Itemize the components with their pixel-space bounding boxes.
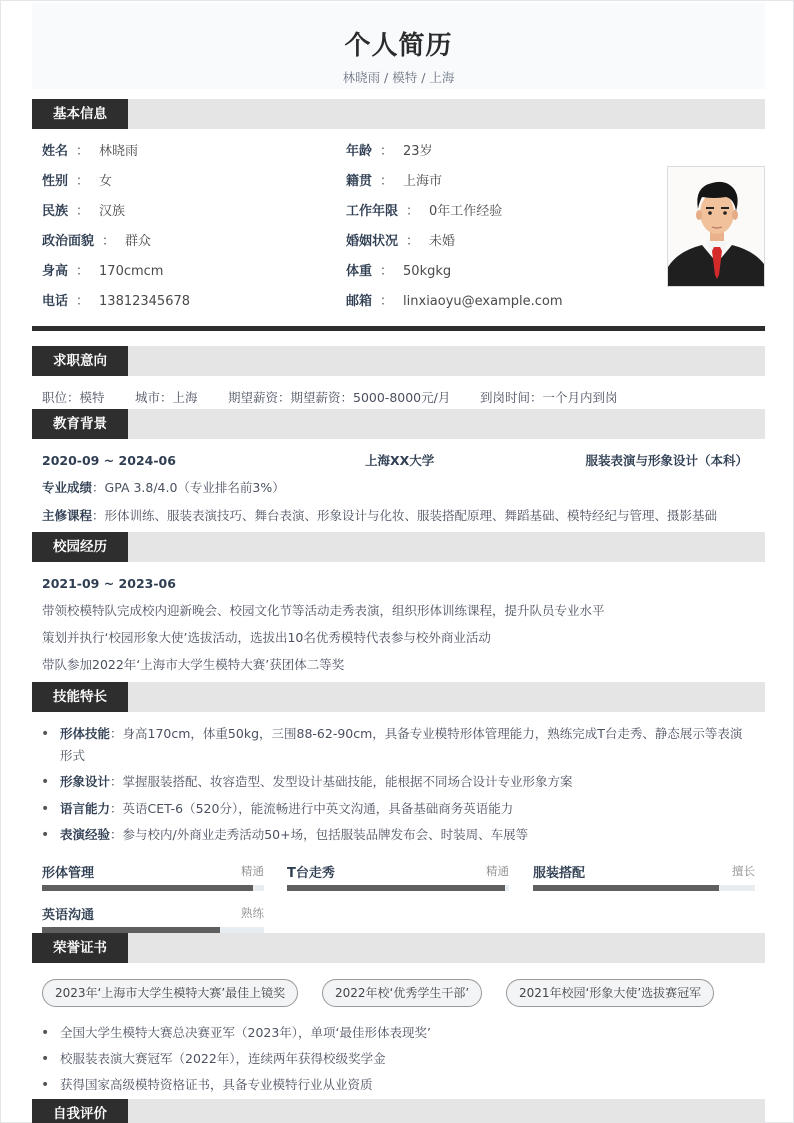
info-work-years xyxy=(346,203,502,221)
page-title: 个人简历 xyxy=(344,31,453,61)
info-colon: ： xyxy=(380,144,394,159)
section-job-intent xyxy=(32,346,765,376)
info-value: 林晓雨 xyxy=(99,144,139,159)
education-courses xyxy=(42,507,717,525)
section-title: 荣誉证书 xyxy=(32,933,128,963)
info-colon: ： xyxy=(76,174,90,189)
progress-track xyxy=(287,885,509,891)
courses-label: 主修课程 xyxy=(42,508,93,523)
campus-item: 策划并执行‘校园形象大使’选拔活动，选拔出10名优秀模特代表参与校外商业活动 xyxy=(42,630,491,645)
info-colon: ： xyxy=(380,294,394,309)
info-label: 籍贯 xyxy=(346,174,373,189)
info-label: 工作年限 xyxy=(346,204,399,219)
skill-bar-english xyxy=(42,904,264,923)
honor-item: 全国大学生模特大赛总决赛亚军（2023年），单项‘最佳形体表现奖’ xyxy=(60,1025,432,1040)
skill-bar-styling xyxy=(533,862,755,881)
info-label: 年龄 xyxy=(346,144,373,159)
education-school: 上海XX大学 xyxy=(365,453,435,468)
skill-item xyxy=(60,826,528,844)
info-value: 女 xyxy=(99,174,113,189)
skill-item xyxy=(60,800,513,818)
skill-item xyxy=(60,725,742,743)
skill-bar-runway xyxy=(287,862,509,881)
honor-item: 获得国家高级模特资格证书，具备专业模特行业从业资质 xyxy=(60,1077,373,1092)
section-campus xyxy=(32,532,765,562)
info-age xyxy=(346,143,433,161)
honor-tag: 2023年‘上海市大学生模特大赛’最佳上镜奖 xyxy=(42,979,298,1007)
info-colon: ： xyxy=(76,264,90,279)
intent-arrival: 到岗时间：一个月内到岗 xyxy=(480,390,618,405)
section-self-evaluation xyxy=(32,1099,765,1123)
info-political xyxy=(42,233,151,251)
info-colon: ： xyxy=(76,144,90,159)
info-value: 未婚 xyxy=(429,234,456,249)
info-label: 政治面貌 xyxy=(42,234,95,249)
intent-position: 职位：模特 xyxy=(42,390,105,405)
section-title: 教育背景 xyxy=(32,409,128,439)
gpa-label: 专业成绩 xyxy=(42,480,93,495)
section-education xyxy=(32,409,765,439)
section-title: 求职意向 xyxy=(32,346,128,376)
section-title: 校园经历 xyxy=(32,532,128,562)
bullet-icon: • xyxy=(41,801,50,817)
section-divider xyxy=(32,326,765,331)
bullet-icon: • xyxy=(41,774,50,790)
section-title: 基本信息 xyxy=(32,99,128,129)
skill-label: 形象设计 xyxy=(60,774,111,789)
info-colon: ： xyxy=(380,264,394,279)
info-value: 群众 xyxy=(125,234,152,249)
avatar-photo xyxy=(667,166,765,287)
info-ethnicity xyxy=(42,203,125,221)
skill-bar-name: T台走秀 xyxy=(287,866,335,881)
info-value: 0年工作经验 xyxy=(429,204,503,219)
info-gender xyxy=(42,173,112,191)
skill-bar-body xyxy=(42,862,264,881)
bullet-icon: • xyxy=(41,726,50,742)
education-period: 2020-09 ~ 2024-06 xyxy=(42,453,176,468)
info-label: 性别 xyxy=(42,174,69,189)
info-marital xyxy=(346,233,455,251)
info-label: 身高 xyxy=(42,264,69,279)
info-value: 23岁 xyxy=(403,144,433,159)
intent-city: 城市：上海 xyxy=(135,390,198,405)
skill-text: ：参与校内/外商业走秀活动50+场，包括服装品牌发布会、时装周、车展等 xyxy=(110,827,529,842)
skill-text: ：身高170cm，体重50kg，三围88-62-90cm，具备专业模特形体管理能力，熟练完成T台走秀、静态展示等表演 xyxy=(110,726,743,741)
info-label: 电话 xyxy=(42,294,69,309)
info-value: 上海市 xyxy=(403,174,443,189)
skill-bar-level: 精通 xyxy=(241,864,264,878)
skill-label: 形体技能 xyxy=(60,726,111,741)
resume-header xyxy=(32,3,765,89)
bullet-icon: • xyxy=(41,827,50,843)
info-height xyxy=(42,263,163,281)
section-title: 技能特长 xyxy=(32,682,128,712)
skill-bar-level: 精通 xyxy=(486,864,509,878)
info-value[interactable]: linxiaoyu@example.com xyxy=(403,294,563,309)
skill-item xyxy=(60,773,573,791)
progress-fill xyxy=(42,885,253,891)
skill-label: 语言能力 xyxy=(60,801,111,816)
info-colon: ： xyxy=(406,204,420,219)
info-hometown xyxy=(346,173,442,191)
skill-label: 表演经验 xyxy=(60,827,111,842)
info-colon: ： xyxy=(102,234,116,249)
section-skills xyxy=(32,682,765,712)
gpa-value: ：GPA 3.8/4.0（专业排名前3%） xyxy=(92,480,285,495)
skill-bar-level: 熟练 xyxy=(241,906,264,920)
progress-fill xyxy=(533,885,719,891)
campus-period: 2021-09 ~ 2023-06 xyxy=(42,576,176,591)
intent-salary: 期望薪资：期望薪资：5000-8000元/月 xyxy=(228,390,451,405)
section-title: 自我评价 xyxy=(32,1099,128,1123)
portrait-icon xyxy=(668,167,765,287)
skill-text: ：掌握服装搭配、妆容造型、发型设计基础技能，能根据不同场合设计专业形象方案 xyxy=(110,774,573,789)
campus-item: 带领校模特队完成校内迎新晚会、校园文化节等活动走秀表演，组织形体训练课程，提升队员专业水平 xyxy=(42,603,605,618)
info-colon: ： xyxy=(406,234,420,249)
courses-value: ：形体训练、服装表演技巧、舞台表演、形象设计与化妆、服装搭配原理、舞蹈基础、模特经纪与管理、摄影基础 xyxy=(92,508,718,523)
info-colon: ： xyxy=(380,174,394,189)
bullet-icon: • xyxy=(41,1025,50,1041)
campus-item: 带队参加2022年‘上海市大学生模特大赛’获团体二等奖 xyxy=(42,657,345,672)
skill-text: ：英语CET-6（520分），能流畅进行中英文沟通，具备基础商务英语能力 xyxy=(110,801,514,816)
page-subtitle: 林晓雨 / 模特 / 上海 xyxy=(342,70,455,85)
education-gpa xyxy=(42,479,285,497)
honor-tag: 2021年校园‘形象大使’选拔赛冠军 xyxy=(506,979,714,1007)
section-honors xyxy=(32,933,765,963)
skill-bar-name: 服装搭配 xyxy=(533,866,586,881)
info-value: 170cmcm xyxy=(99,264,164,279)
bullet-icon: • xyxy=(41,1051,50,1067)
progress-fill xyxy=(287,885,505,891)
info-weight xyxy=(346,263,451,281)
info-phone xyxy=(42,293,190,311)
section-basic-info xyxy=(32,99,765,129)
info-colon: ： xyxy=(76,294,90,309)
info-value: 50kgkg xyxy=(403,264,452,279)
info-colon: ： xyxy=(76,204,90,219)
info-label: 民族 xyxy=(42,204,69,219)
skill-bar-name: 英语沟通 xyxy=(42,908,95,923)
info-value: 汉族 xyxy=(99,204,126,219)
info-email xyxy=(346,293,563,311)
info-label: 体重 xyxy=(346,264,373,279)
honor-tag: 2022年校‘优秀学生干部’ xyxy=(322,979,482,1007)
info-label: 邮箱 xyxy=(346,294,373,309)
skill-bar-name: 形体管理 xyxy=(42,866,95,881)
progress-track xyxy=(42,885,264,891)
progress-track xyxy=(533,885,755,891)
info-value[interactable]: 13812345678 xyxy=(99,294,191,309)
bullet-icon: • xyxy=(41,1077,50,1093)
skill-bar-level: 擅长 xyxy=(732,864,755,878)
info-label: 姓名 xyxy=(42,144,69,159)
skill-item-continued: 形式 xyxy=(60,748,86,763)
education-major: 服装表演与形象设计（本科） xyxy=(585,453,748,468)
honor-item: 校服装表演大赛冠军（2022年），连续两年获得校级奖学金 xyxy=(60,1051,386,1066)
info-name xyxy=(42,143,138,161)
info-label: 婚姻状况 xyxy=(346,234,399,249)
